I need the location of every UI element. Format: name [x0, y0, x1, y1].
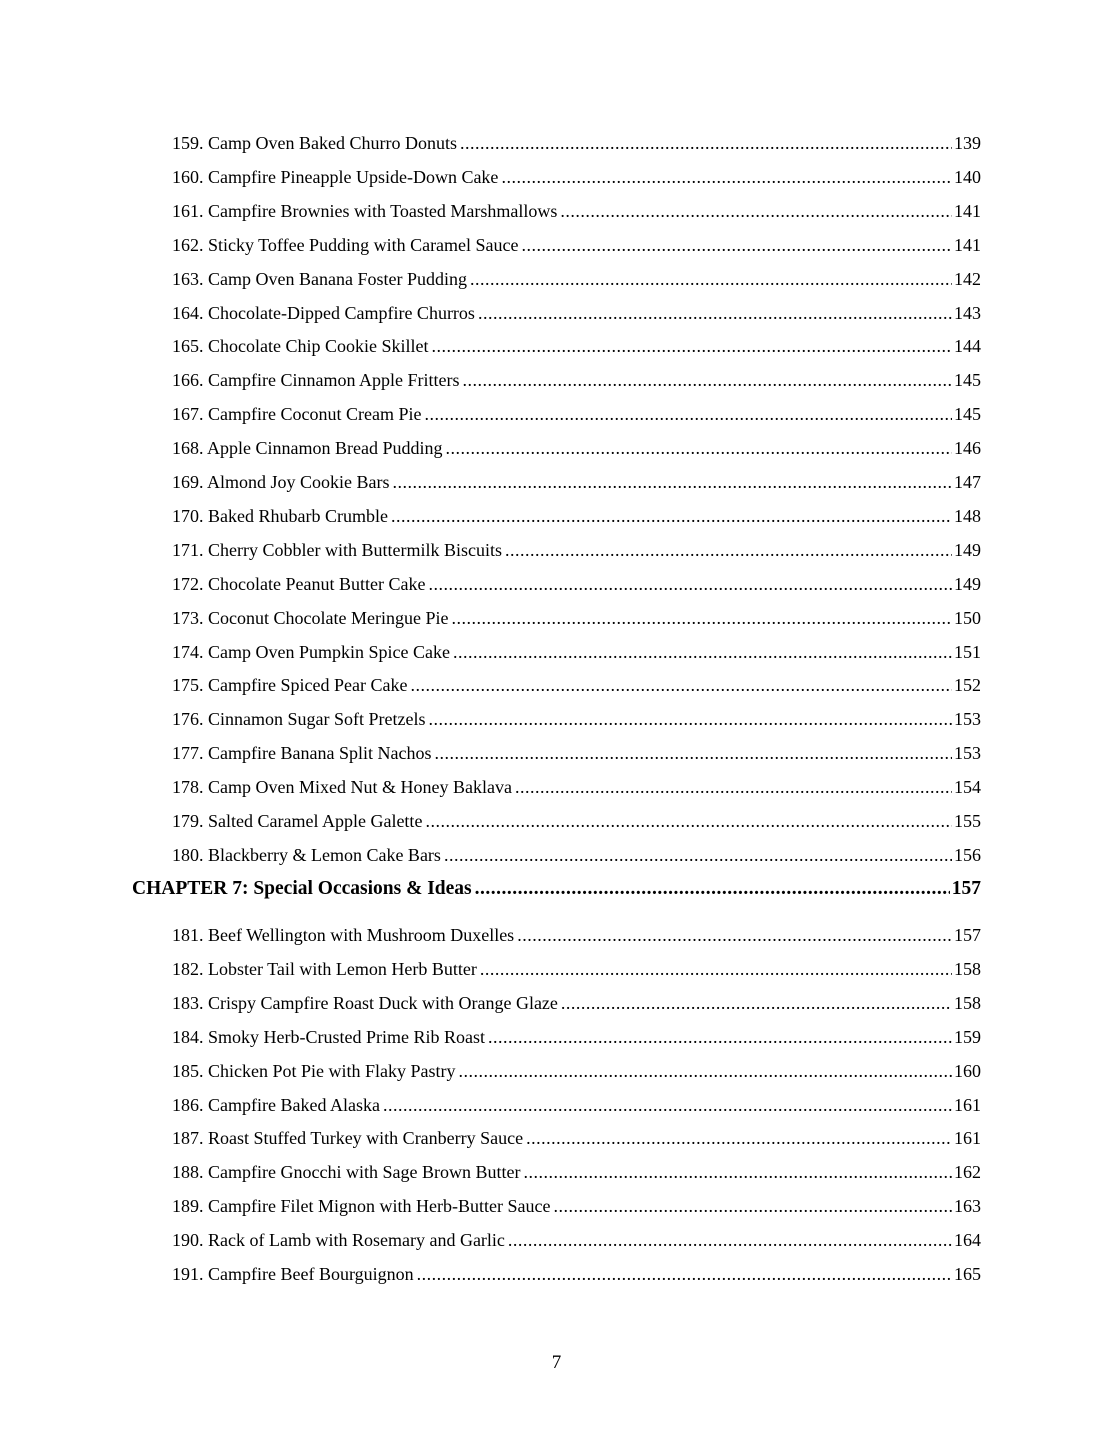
dot-leader [428, 707, 952, 731]
toc-entry-title: 159. Camp Oven Baked Churro Donuts [172, 133, 457, 153]
dot-leader [444, 843, 952, 867]
toc-page-number: 141 [954, 201, 981, 221]
toc-entry-title: 161. Campfire Brownies with Toasted Marshmallows [172, 201, 558, 221]
dot-leader [508, 1228, 952, 1252]
dot-leader [515, 775, 952, 799]
toc-entry[interactable] [172, 843, 981, 867]
toc-entry-title: 187. Roast Stuffed Turkey with Cranberry Sauce [172, 1128, 524, 1148]
toc-page-number: 157 [951, 878, 981, 899]
toc-entry[interactable] [172, 1025, 981, 1049]
toc-entry[interactable] [172, 707, 981, 731]
toc-page-number: 153 [954, 709, 981, 729]
toc-entry[interactable] [172, 368, 981, 392]
toc-page-number: 145 [954, 370, 981, 390]
toc-entry-title: 191. Campfire Beef Bourguignon [172, 1264, 414, 1284]
toc-entry-title: 181. Beef Wellington with Mushroom Duxelles [172, 925, 515, 945]
dot-leader [453, 640, 952, 664]
toc-page-number: 161 [954, 1095, 981, 1115]
dot-leader [501, 165, 952, 189]
toc-entry-title: 163. Camp Oven Banana Foster Pudding [172, 269, 467, 289]
toc-page-number: 139 [954, 133, 981, 153]
toc-entry[interactable] [172, 741, 981, 765]
toc-page-number: 159 [954, 1027, 981, 1047]
dot-leader [431, 334, 952, 358]
toc-entry-title: 169. Almond Joy Cookie Bars [172, 472, 390, 492]
toc-entry[interactable] [172, 957, 981, 981]
toc-page-number: 144 [954, 336, 981, 356]
toc-page-number: 151 [954, 642, 981, 662]
toc-entry-title: 173. Coconut Chocolate Meringue Pie [172, 608, 449, 628]
toc-entry-title: 186. Campfire Baked Alaska [172, 1095, 380, 1115]
toc-entry-title: 168. Apple Cinnamon Bread Pudding [172, 438, 443, 458]
toc-page-number: 150 [954, 608, 981, 628]
toc-entry[interactable] [172, 1059, 981, 1083]
toc-entry-title: 165. Chocolate Chip Cookie Skillet [172, 336, 429, 356]
toc-entry[interactable] [172, 991, 981, 1015]
toc-entry[interactable] [172, 1126, 981, 1150]
toc-entry[interactable] [172, 606, 981, 630]
toc-entry[interactable] [172, 131, 981, 155]
toc-entry[interactable] [172, 504, 981, 528]
toc-entry-title: 175. Campfire Spiced Pear Cake [172, 675, 408, 695]
dot-leader [561, 991, 952, 1015]
dot-leader [410, 673, 952, 697]
toc-page-number: 145 [954, 404, 981, 424]
toc-entry-title: 184. Smoky Herb-Crusted Prime Rib Roast [172, 1027, 485, 1047]
dot-leader [475, 876, 950, 902]
toc-entry[interactable] [172, 923, 981, 947]
dot-leader [425, 809, 952, 833]
dot-leader [478, 301, 952, 325]
toc-page-number: 149 [954, 574, 981, 594]
toc-page-number: 153 [954, 743, 981, 763]
toc-page-number: 152 [954, 675, 981, 695]
page-number: 7 [551, 1352, 562, 1373]
toc-entry[interactable] [172, 470, 981, 494]
toc-entry[interactable] [172, 436, 981, 460]
dot-leader [462, 368, 952, 392]
toc-entry[interactable] [172, 402, 981, 426]
toc-chapter-heading[interactable] [132, 876, 981, 902]
toc-entry-title: 167. Campfire Coconut Cream Pie [172, 404, 422, 424]
toc-entry[interactable] [172, 334, 981, 358]
toc-entry-title: 178. Camp Oven Mixed Nut & Honey Baklava [172, 777, 512, 797]
dot-leader [470, 267, 952, 291]
toc-entry-title: 179. Salted Caramel Apple Galette [172, 811, 423, 831]
toc-entry-title: 188. Campfire Gnocchi with Sage Brown Butter [172, 1162, 521, 1182]
dot-leader [505, 538, 952, 562]
toc-page-number: 147 [954, 472, 981, 492]
dot-leader [523, 1160, 952, 1184]
toc-entry-title: 185. Chicken Pot Pie with Flaky Pastry [172, 1061, 456, 1081]
toc-page-number: 143 [954, 303, 981, 323]
toc-entry[interactable] [172, 233, 981, 257]
toc-page-number: 156 [954, 845, 981, 865]
toc-page-number: 148 [954, 506, 981, 526]
toc-entry[interactable] [172, 775, 981, 799]
toc-entry-title: 172. Chocolate Peanut Butter Cake [172, 574, 426, 594]
toc-entry-title: 189. Campfire Filet Mignon with Herb-Butter Sauce [172, 1196, 551, 1216]
toc-page-number: 161 [954, 1128, 981, 1148]
toc-entry[interactable] [172, 1262, 981, 1286]
dot-leader [517, 923, 952, 947]
toc-entry[interactable] [172, 1194, 981, 1218]
toc-page-number: 146 [954, 438, 981, 458]
toc-page-number: 165 [954, 1264, 981, 1284]
toc-entry[interactable] [172, 1160, 981, 1184]
dot-leader [391, 504, 952, 528]
dot-leader [428, 572, 952, 596]
dot-leader [560, 199, 952, 223]
toc-entry-title: 170. Baked Rhubarb Crumble [172, 506, 388, 526]
dot-leader [553, 1194, 952, 1218]
toc-entry-title: 183. Crispy Campfire Roast Duck with Orange Glaze [172, 993, 558, 1013]
toc-entry[interactable] [172, 165, 981, 189]
dot-leader [434, 741, 952, 765]
toc-entry-title: 190. Rack of Lamb with Rosemary and Garlic [172, 1230, 505, 1250]
toc-entry-title: 176. Cinnamon Sugar Soft Pretzels [172, 709, 426, 729]
toc-page-number: 160 [954, 1061, 981, 1081]
dot-leader [460, 131, 952, 155]
dot-leader [459, 1059, 953, 1083]
toc-page-number: 158 [954, 993, 981, 1013]
toc-entry-title: 180. Blackberry & Lemon Cake Bars [172, 845, 441, 865]
dot-leader [526, 1126, 952, 1150]
toc-page-number: 163 [954, 1196, 981, 1216]
toc-page-number: 140 [954, 167, 981, 187]
toc-entry-title: 160. Campfire Pineapple Upside-Down Cake [172, 167, 499, 187]
toc-page-number: 142 [954, 269, 981, 289]
toc-entry-title: 166. Campfire Cinnamon Apple Fritters [172, 370, 460, 390]
toc-page-number: 157 [954, 925, 981, 945]
toc-page-number: 162 [954, 1162, 981, 1182]
dot-leader [445, 436, 952, 460]
toc-entry[interactable] [172, 572, 981, 596]
toc-entry-title: CHAPTER 7: Special Occasions & Ideas [132, 878, 472, 899]
dot-leader [393, 470, 952, 494]
dot-leader [480, 957, 952, 981]
toc-entry[interactable] [172, 640, 981, 664]
toc-entry[interactable] [172, 301, 981, 325]
toc-entry[interactable] [172, 809, 981, 833]
toc-page-number: 149 [954, 540, 981, 560]
toc-entry-title: 171. Cherry Cobbler with Buttermilk Biscuits [172, 540, 502, 560]
toc-page-number: 154 [954, 777, 981, 797]
toc-page-number: 164 [954, 1230, 981, 1250]
toc-entry[interactable] [172, 673, 981, 697]
toc-page-number: 158 [954, 959, 981, 979]
dot-leader [424, 402, 952, 426]
toc-page-number: 141 [954, 235, 981, 255]
toc-entry-title: 177. Campfire Banana Split Nachos [172, 743, 432, 763]
toc-entry-title: 182. Lobster Tail with Lemon Herb Butter [172, 959, 477, 979]
toc-page-number: 155 [954, 811, 981, 831]
toc-entry-title: 164. Chocolate-Dipped Campfire Churros [172, 303, 475, 323]
toc-entry-title: 162. Sticky Toffee Pudding with Caramel Sauce [172, 235, 519, 255]
toc-entry[interactable] [172, 1228, 981, 1252]
dot-leader [488, 1025, 952, 1049]
toc-entry[interactable] [172, 1093, 981, 1117]
toc-entry[interactable] [172, 199, 981, 223]
dot-leader [417, 1262, 952, 1286]
toc-entry[interactable] [172, 538, 981, 562]
dot-leader [451, 606, 952, 630]
toc-entry[interactable] [172, 267, 981, 291]
dot-leader [383, 1093, 952, 1117]
toc-entry-title: 174. Camp Oven Pumpkin Spice Cake [172, 642, 450, 662]
dot-leader [522, 233, 952, 257]
